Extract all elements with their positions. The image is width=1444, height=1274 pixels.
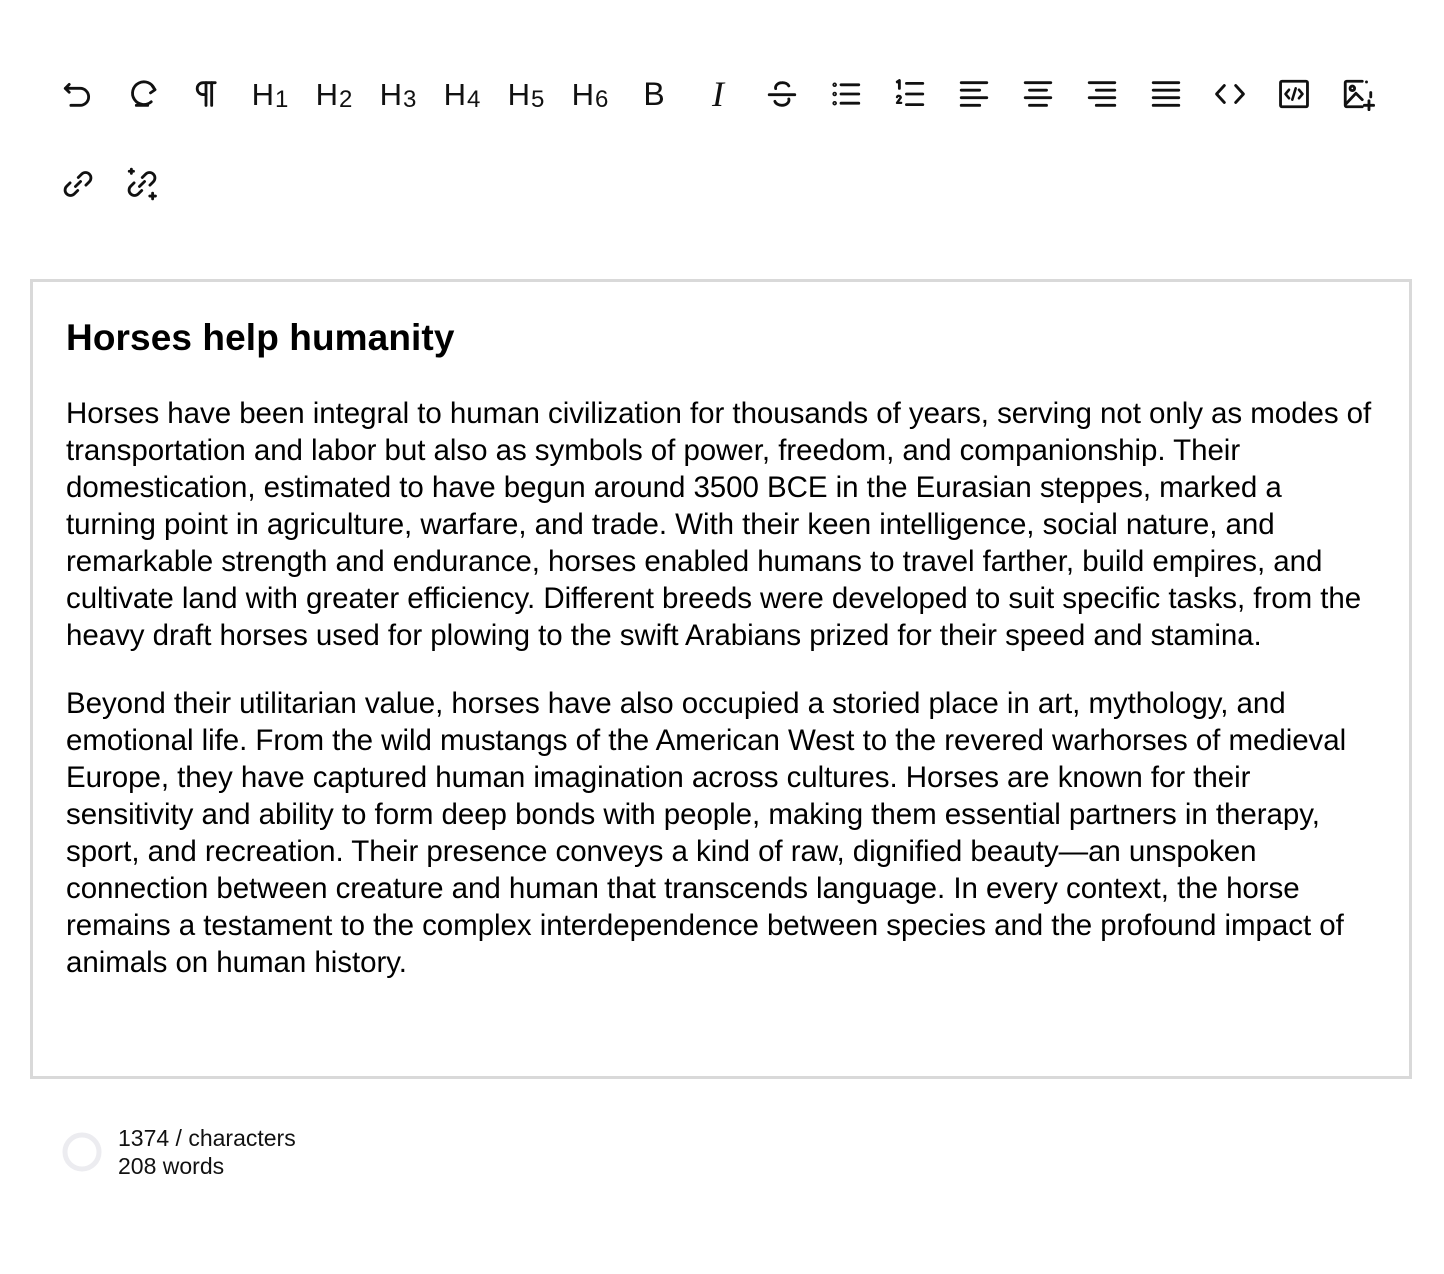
heading-5-label: $H_5$ — [507, 76, 545, 113]
strikethrough-button[interactable] — [750, 62, 814, 126]
document-paragraph: Horses have been integral to human civilization for thousands of years, serving not only as modes of transportation and labor but also as symbols of power, freedom, and companionship. Their domestication, estimated to have begun around 3500 BCE in the Eurasian steppes, marked a turning point in agriculture, warfare, and trade. With their keen intelligence, social nature, and remarkable strength and endurance, horses enabled humans to travel farther, build empires, and cultivate land with greater efficiency. Different breeds were developed to suit specific tasks, from the heavy draft horses used for plowing to the swift Arabians prized for their speed and stamina. — [66, 397, 1372, 652]
editor-toolbar — [46, 62, 1406, 216]
character-count — [60, 1124, 296, 1180]
italic-label: I — [712, 74, 724, 114]
link-button[interactable] — [46, 152, 110, 216]
characters-count: 1374 / characters — [118, 1125, 296, 1151]
toolbar-row-2 — [46, 152, 1406, 216]
bold-button[interactable] — [622, 62, 686, 126]
align-center-button[interactable] — [1006, 62, 1070, 126]
align-left-icon — [957, 77, 991, 111]
heading-2-button[interactable] — [302, 62, 366, 126]
heading-5-button[interactable] — [494, 62, 558, 126]
insert-image-button[interactable] — [1326, 62, 1390, 126]
heading-4-label: $H_4$ — [443, 76, 481, 113]
unlink-icon — [125, 167, 159, 201]
character-limit-ring — [60, 1130, 104, 1174]
document-heading: Horses help humanity — [66, 317, 455, 358]
ordered-list-button[interactable] — [878, 62, 942, 126]
code-block-icon — [1277, 77, 1311, 111]
unlink-button[interactable] — [110, 152, 174, 216]
link-icon — [61, 167, 95, 201]
align-center-icon — [1021, 77, 1055, 111]
toolbar-row-1 — [46, 62, 1406, 126]
heading-1-label: $H_1$ — [251, 76, 289, 113]
heading-3-label: $H_3$ — [379, 76, 417, 113]
undo-button[interactable] — [46, 62, 110, 126]
words-count: 208 words — [118, 1153, 225, 1179]
count-text — [118, 1124, 296, 1180]
heading-3-button[interactable] — [366, 62, 430, 126]
rich-text-editor[interactable] — [30, 279, 1412, 1079]
document-paragraph: Beyond their utilitarian value, horses have also occupied a storied place in art, mythology, and emotional life. From the wild mustangs of the American West to the revered warhorses of medieval Europe, they have captured human imagination across cultures. Horses are known for their sensitivity and ability to form deep bonds with people, making them essential partners in therapy, sport, and recreation. Their presence conveys a kind of raw, dignified beauty—an unspoken connection between creature and human that transcends language. In every context, the horse remains a testament to the complex interdependence between species and the profound impact of animals on human history. — [66, 687, 1347, 979]
align-left-button[interactable] — [942, 62, 1006, 126]
align-right-icon — [1085, 77, 1119, 111]
heading-6-label: $H_6$ — [571, 76, 609, 113]
heading-4-button[interactable] — [430, 62, 494, 126]
paragraph-icon — [189, 77, 223, 111]
ordered-list-icon — [893, 77, 927, 111]
bold-label: B — [643, 76, 665, 112]
heading-1-button[interactable] — [238, 62, 302, 126]
image-add-icon — [1341, 77, 1375, 111]
align-justify-icon — [1149, 77, 1183, 111]
paragraph-button[interactable] — [174, 62, 238, 126]
bullet-list-button[interactable] — [814, 62, 878, 126]
code-button[interactable] — [1198, 62, 1262, 126]
redo-icon — [125, 77, 159, 111]
heading-6-button[interactable] — [558, 62, 622, 126]
strikethrough-icon — [765, 77, 799, 111]
italic-button[interactable] — [686, 62, 750, 126]
undo-icon — [61, 77, 95, 111]
heading-2-label: $H_2$ — [315, 76, 353, 113]
align-right-button[interactable] — [1070, 62, 1134, 126]
redo-button[interactable] — [110, 62, 174, 126]
align-justify-button[interactable] — [1134, 62, 1198, 126]
code-icon — [1213, 77, 1247, 111]
bullet-list-icon — [829, 77, 863, 111]
code-block-button[interactable] — [1262, 62, 1326, 126]
